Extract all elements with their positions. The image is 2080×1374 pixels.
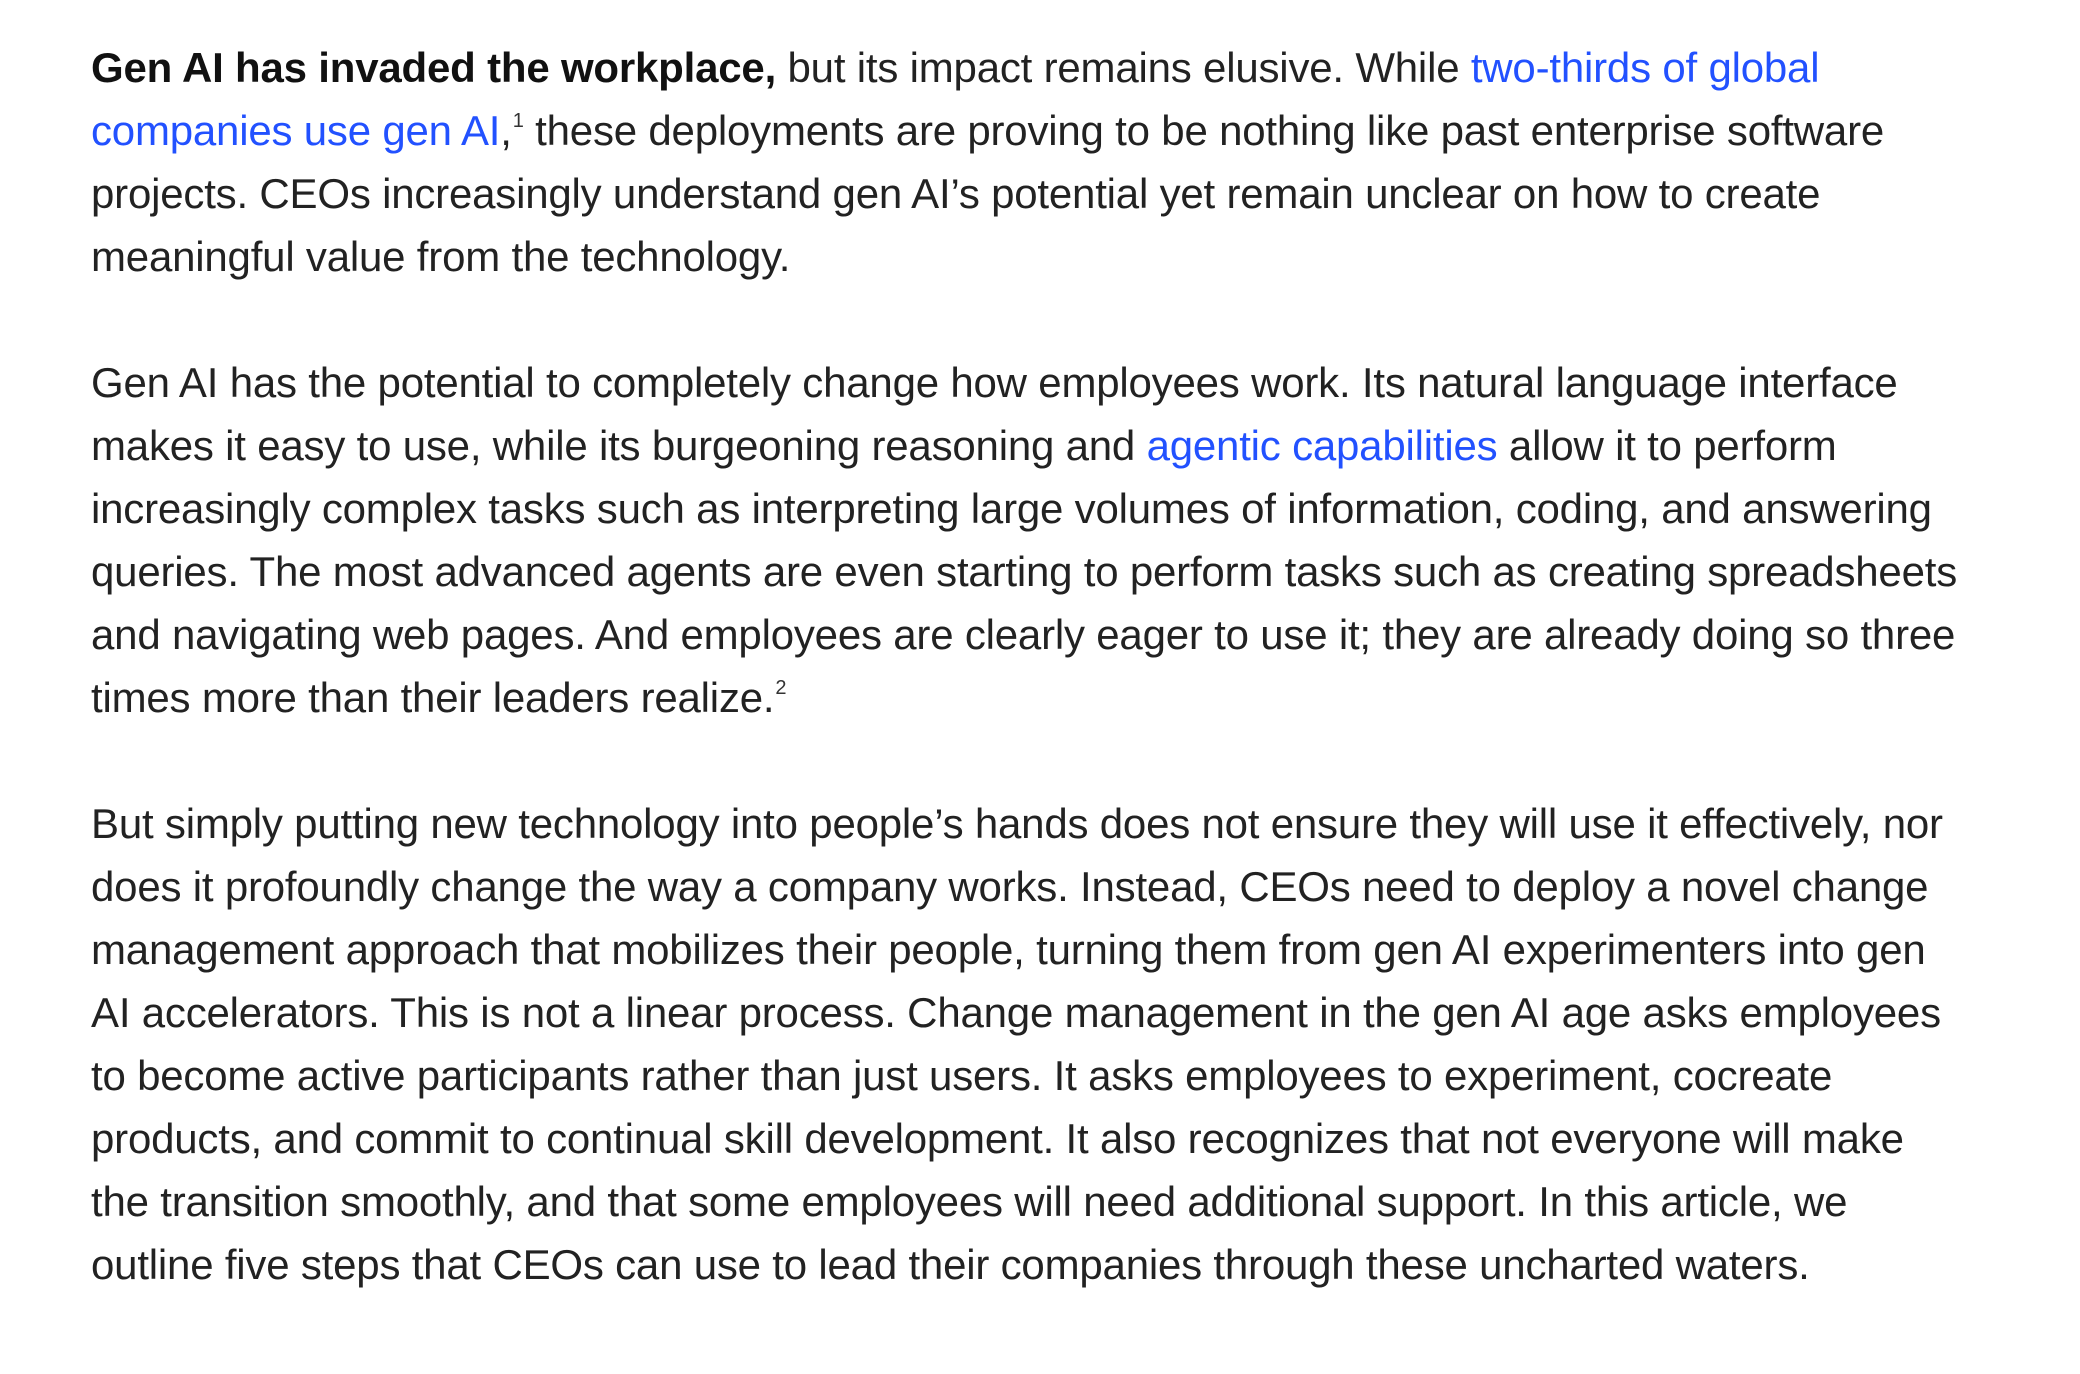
link-two-thirds-global-companies[interactable]: two-thirds of global companies use gen AI	[91, 44, 1820, 154]
paragraph-text: But simply putting new technology into people’s hands does not ensure they will use it effectively, nor does it profoundly change the way a company works. Instead, CEOs need to deploy a novel change management approach that mobilizes their people, turning them from gen AI experimenters into gen AI accelerators. This is not a linear process. Change management in the gen AI age asks employees to become active participants rather than just users. It asks employees to experiment, cocreate products, and commit to continual skill development. It also recognizes that not everyone will make the transition smoothly, and that some employees will need additional support. In this article, we outline five steps that CEOs can use to lead their companies through these uncharted waters.	[91, 800, 1943, 1288]
paragraph-intro	[91, 36, 1971, 288]
lead-bold-text: Gen AI has invaded the workplace,	[91, 44, 777, 91]
paragraph-change-management	[91, 792, 1971, 1296]
footnote-ref-2[interactable]: 2	[775, 677, 787, 699]
paragraph-text: but its impact remains elusive. While	[776, 44, 1471, 91]
paragraph-text: allow it to perform increasingly complex tasks such as interpreting large volumes of information, coding, and answering queries. The most advanced agents are even starting to perform tasks such as creating spreadsheets and navigating web pages. And employees are clearly eager to use it; they are already doing so three times more than their leaders realize.	[91, 422, 1957, 721]
article-body	[91, 36, 1971, 1296]
paragraph-text: these deployments are proving to be nothing like past enterprise software projects. CEOs increasingly understand gen AI’s potential yet remain unclear on how to create meaningful value from the technology.	[91, 107, 1885, 280]
paragraph-text: Gen AI has the potential to completely change how employees work. Its natural language interface makes it easy to use, while its burgeoning reasoning and	[91, 359, 1898, 469]
footnote-ref-1[interactable]: 1	[512, 110, 524, 132]
paragraph-text: ,	[500, 107, 512, 154]
paragraph-potential	[91, 351, 1971, 729]
link-agentic-capabilities[interactable]: agentic capabilities	[1146, 422, 1498, 469]
